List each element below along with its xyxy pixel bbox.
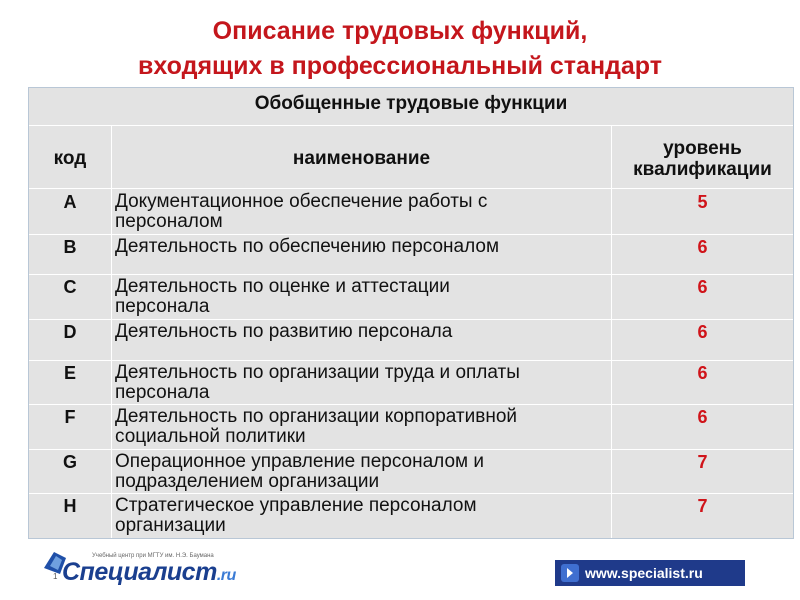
row-name bbox=[115, 237, 609, 257]
row-name-line: персонала bbox=[115, 296, 210, 317]
table-divider bbox=[29, 234, 793, 235]
row-name-line: подразделением организации bbox=[115, 471, 380, 492]
row-name-line: Документационное обеспечение работы с bbox=[115, 191, 488, 212]
row-code: D bbox=[63, 322, 77, 342]
row-name bbox=[115, 322, 609, 342]
slide-title-line-2: входящих в профессиональный стандарт bbox=[137, 52, 662, 80]
table-divider bbox=[29, 360, 793, 361]
column-header-level-line-1: уровень bbox=[663, 138, 742, 159]
row-name-line: Деятельность по оценке и аттестации bbox=[115, 276, 450, 297]
table-divider bbox=[111, 125, 112, 538]
column-header-level-line-2: квалификации bbox=[633, 159, 772, 180]
row-name-line: Деятельность по организации корпоративной bbox=[115, 406, 518, 427]
row-name bbox=[115, 277, 609, 317]
column-header-level bbox=[612, 138, 793, 180]
slide-title-line-1: Описание трудовых функций, bbox=[212, 17, 588, 45]
row-name bbox=[115, 407, 609, 447]
functions-table bbox=[28, 87, 794, 539]
slide-number: 1 bbox=[53, 572, 58, 581]
row-name-line: социальной политики bbox=[115, 426, 306, 447]
column-header-code: код bbox=[53, 148, 87, 169]
row-name-line: персоналом bbox=[115, 211, 223, 232]
row-name-line: Стратегическое управление персоналом bbox=[115, 495, 477, 516]
arrow-right-icon bbox=[560, 563, 580, 583]
row-code: G bbox=[62, 452, 77, 472]
table-divider bbox=[29, 404, 793, 405]
row-code: A bbox=[63, 192, 77, 212]
logo-suffix: .ru bbox=[216, 567, 236, 584]
row-name-line: персонала bbox=[115, 382, 210, 403]
logo-main-text: Специалист bbox=[62, 558, 217, 586]
row-name bbox=[115, 452, 609, 492]
table-divider bbox=[29, 449, 793, 450]
table-divider bbox=[29, 188, 793, 189]
row-code: F bbox=[64, 407, 76, 427]
row-level: 7 bbox=[697, 452, 708, 472]
row-code: B bbox=[63, 237, 77, 257]
column-header-name: наименование bbox=[292, 148, 431, 169]
logo-caption: Учебный центр при МГТУ им. Н.Э. Баумана bbox=[92, 553, 214, 559]
row-name bbox=[115, 496, 609, 536]
row-level: 6 bbox=[697, 407, 708, 427]
row-level: 6 bbox=[697, 322, 708, 342]
row-code: C bbox=[63, 277, 77, 297]
specialist-logo[interactable] bbox=[62, 558, 236, 587]
row-name bbox=[115, 363, 609, 403]
group-header: Обобщенные трудовые функции bbox=[254, 93, 568, 114]
row-code: H bbox=[63, 496, 77, 516]
row-level: 7 bbox=[697, 496, 708, 516]
row-name-line: Операционное управление персоналом и bbox=[115, 451, 484, 472]
row-code: E bbox=[63, 363, 76, 383]
table-divider bbox=[29, 274, 793, 275]
row-name-line: Деятельность по развитию персонала bbox=[115, 321, 453, 342]
row-name-line: Деятельность по обеспечению персоналом bbox=[115, 236, 500, 257]
slide-title bbox=[0, 14, 800, 84]
table-divider bbox=[29, 319, 793, 320]
row-name-line: организации bbox=[115, 515, 226, 536]
table-divider bbox=[29, 493, 793, 494]
row-level: 6 bbox=[697, 363, 708, 383]
table-divider bbox=[29, 125, 793, 126]
row-level: 5 bbox=[697, 192, 708, 212]
row-level: 6 bbox=[697, 237, 708, 257]
row-level: 6 bbox=[697, 277, 708, 297]
row-name-line: Деятельность по организации труда и оплаты bbox=[115, 362, 520, 383]
website-link[interactable]: www.specialist.ru bbox=[555, 560, 745, 586]
row-name bbox=[115, 192, 609, 232]
